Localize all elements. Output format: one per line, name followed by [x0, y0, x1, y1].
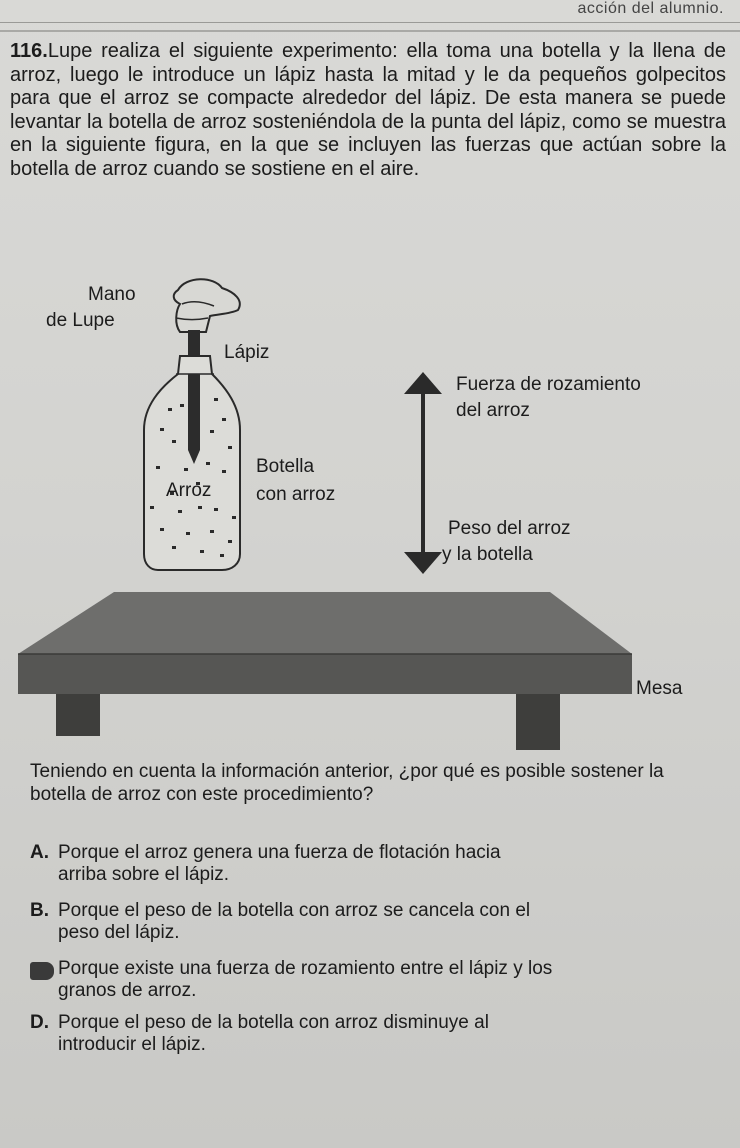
question-text: Lupe realiza el siguiente experimento: ella toma una botella y la llena de arroz, luego le introduce un lápiz hasta la mitad y le da pequeños golpecitos para que el arroz se compacte alrededor del lápiz. De esta manera se puede levantar la botella de arroz sosteniéndola de la punta del lápiz, como se muestra en la siguiente figura, en la que se incluyen las fuerzas que actúan sobre la botella de arroz cuando se sostiene en el aire. — [10, 40, 726, 180]
friction-arrow-head — [404, 372, 442, 394]
hand-shape — [174, 279, 240, 332]
option-a-text: Porque el arroz genera una fuerza de flotación hacia — [58, 842, 501, 863]
question-prompt: Teniendo en cuenta la información anterior, ¿por qué es posible sostener la botella de arroz con este procedimiento? — [30, 761, 664, 805]
option-d[interactable] — [30, 1012, 720, 1056]
option-c-text-cont: granos de arroz. — [58, 980, 197, 1001]
option-c[interactable] — [30, 958, 720, 1002]
table-label: Mesa — [636, 678, 683, 699]
question-statement — [10, 40, 726, 181]
bottle-label-line2: con arroz — [256, 484, 336, 505]
option-b-text: Porque el peso de la botella con arroz se cancela con el — [58, 900, 531, 921]
bottle-label-line1: Botella — [256, 456, 315, 477]
friction-label-line2: del arroz — [456, 400, 530, 421]
option-b-text-cont: peso del lápiz. — [58, 922, 180, 943]
pencil-inside — [188, 374, 200, 450]
question-number: 116. — [10, 40, 48, 62]
weight-label-line1: Peso del arroz — [448, 518, 571, 539]
pencil-label: Lápiz — [224, 342, 270, 363]
top-divider — [0, 30, 740, 32]
weight-arrow-head — [404, 552, 442, 574]
option-a-letter: A. — [30, 842, 49, 863]
option-d-text: Porque el peso de la botella con arroz disminuye al — [58, 1012, 489, 1033]
option-b[interactable] — [30, 900, 720, 944]
weight-label-line2: y la botella — [442, 544, 533, 565]
table-leg-right — [516, 694, 560, 750]
rice-label: Arroz — [166, 480, 212, 501]
option-a-text-cont: arriba sobre el lápiz. — [58, 864, 230, 885]
option-d-letter: D. — [30, 1012, 49, 1033]
option-c-text: Porque existe una fuerza de rozamiento entre el lápiz y los — [58, 958, 553, 979]
experiment-figure — [0, 270, 740, 760]
hand-label-line1: Mano — [88, 284, 136, 305]
header-text: acción del alumnio. — [577, 0, 724, 17]
table-front — [18, 654, 632, 694]
option-a[interactable] — [30, 842, 720, 886]
option-b-letter: B. — [30, 900, 49, 921]
option-d-text-cont: introducir el lápiz. — [58, 1034, 206, 1055]
experiment-illustration — [0, 270, 740, 760]
friction-label-line1: Fuerza de rozamiento — [456, 374, 641, 395]
table-top — [18, 592, 632, 654]
hand-label-line2: de Lupe — [46, 310, 115, 331]
table-leg-left — [56, 694, 100, 736]
